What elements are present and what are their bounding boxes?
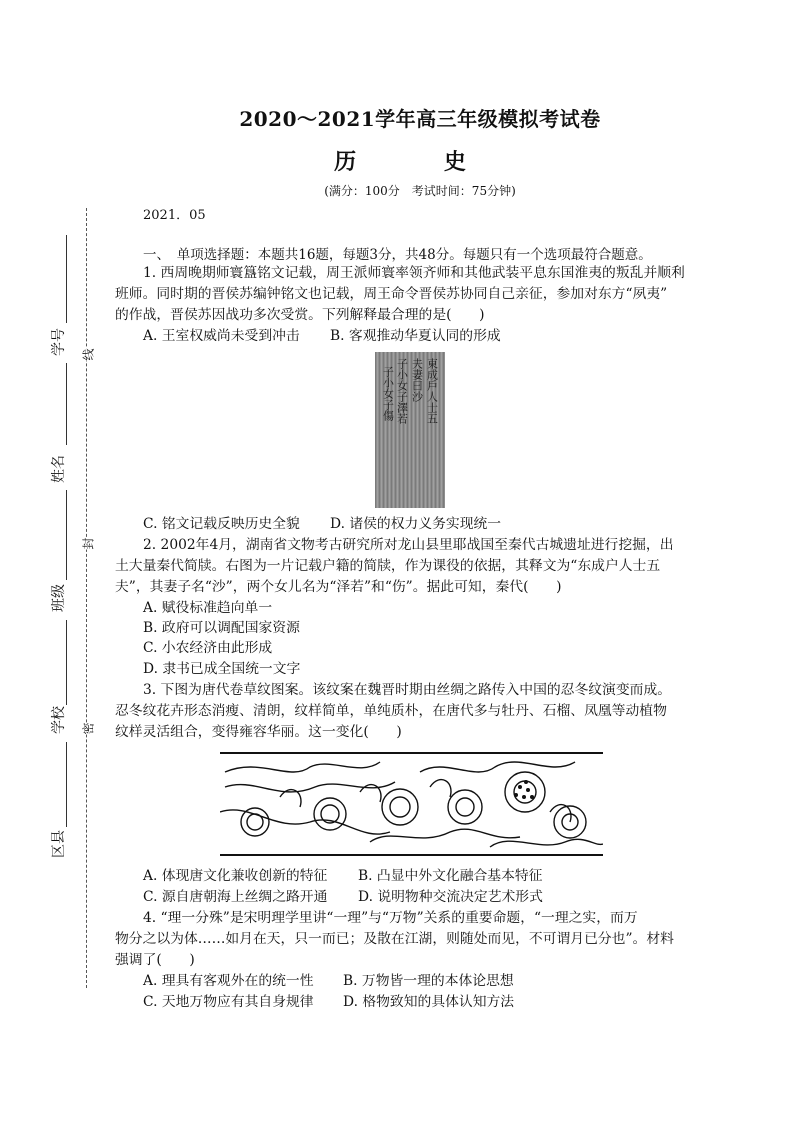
q3-line3: 纹样灵活组合，变得雍容华丽。这一变化( )	[115, 724, 402, 740]
exam-date: 2021．05	[143, 208, 206, 223]
q3-option-c: C. 源自唐朝海上丝绸之路开通	[143, 889, 328, 905]
q3-line1: 3. 下图为唐代卷草纹图案。该纹案在魏晋时期由丝绸之路传入中国的忍冬纹演变而成。	[143, 682, 672, 698]
slip-col1: 子小女子傷	[381, 366, 395, 421]
q4-line2: 物分之以为体……如月在天，只一而已；及散在江湖，则随处而见，不可谓月已分也”。材料	[115, 931, 674, 947]
q4-option-b: B. 万物皆一理的本体论思想	[343, 973, 514, 989]
slip-col3: 夫妻曰沙	[410, 358, 424, 402]
q2-line1: 2. 2002年4月，湖南省文物考古研究所对龙山县里耶战国至秦代古城遗址进行挖掘，出	[143, 537, 674, 553]
section-heading: 一、 单项选择题：本题共16题，每题3分，共48分。每题只有一个选项最符合题意。	[143, 247, 652, 263]
q1-line3: 的作战，晋侯苏因战功多次受赏。下列解释最合理的是( )	[115, 307, 485, 323]
field-line-school	[66, 620, 67, 705]
q1-option-a: A. 王室权威尚未受到冲击	[143, 328, 300, 344]
field-line-student-id	[66, 235, 67, 323]
bamboo-slip-image	[375, 352, 445, 508]
field-line-name	[66, 363, 67, 445]
field-label-name: 姓名	[51, 455, 67, 483]
q4-line3: 强调了( )	[115, 952, 195, 968]
field-label-district: 区县	[51, 830, 67, 858]
slip-col4: 東成戶人士五	[425, 358, 439, 424]
binding-marker-line: 线	[81, 348, 96, 361]
tang-scroll-pattern-image	[220, 752, 603, 856]
binding-dashed-line	[86, 208, 87, 988]
field-label-class: 班级	[51, 584, 67, 612]
q2-option-a: A. 赋役标准趋向单一	[143, 600, 273, 616]
binding-marker-seal: 封	[81, 537, 96, 550]
q2-line2: 土大量秦代简牍。右图为一片记载户籍的简牍，作为课役的依据，其释文为“东成户人士五	[115, 558, 661, 574]
q1-option-c: C. 铭文记载反映历史全貌	[143, 516, 300, 532]
field-label-school: 学校	[51, 706, 67, 734]
q4-option-c: C. 天地万物应有其自身规律	[143, 994, 314, 1010]
q2-line3: 夫”，其妻子名“沙”，两个女儿名为“泽若”和“伤”。据此可知，秦代( )	[115, 579, 562, 595]
exam-subject: 历 史	[334, 149, 506, 175]
field-line-class	[66, 490, 67, 580]
q1-option-d: D. 诸侯的权力义务实现统一	[330, 516, 502, 532]
q3-option-b: B. 凸显中外文化融合基本特征	[358, 868, 543, 884]
q2-option-d: D. 隶书已成全国统一文字	[143, 661, 301, 677]
binding-marker-secret: 密	[81, 722, 96, 735]
field-line-district	[66, 742, 67, 827]
field-label-student-id: 学号	[51, 328, 67, 356]
q3-option-d: D. 说明物种交流决定艺术形式	[358, 889, 543, 905]
q3-line2: 忍冬纹花卉形态消瘦、清朗，纹样简单，单纯质朴，在唐代多与牡丹、石榴、凤凰等动植物	[115, 703, 667, 719]
q3-option-a: A. 体现唐文化兼收创新的特征	[143, 868, 328, 884]
q1-line1: 1. 西周晚期师寰簋铭文记载，周王派师寰率领齐师和其他武装平息东国淮夷的叛乱并顺利	[143, 265, 685, 281]
exam-meta: (满分：100分 考试时间：75分钟)	[324, 184, 516, 198]
q4-option-a: A. 理具有客观外在的统一性	[143, 973, 314, 989]
q1-option-b: B. 客观推动华夏认同的形成	[330, 328, 501, 344]
q2-option-c: C. 小农经济由此形成	[143, 640, 273, 656]
q1-line2: 班师。同时期的晋侯苏编钟铭文也记载，周王命令晋侯苏协同自己亲征，参加对东方“夙夷”	[115, 286, 668, 302]
slip-col2: 子小女子澤若	[395, 358, 409, 424]
q4-option-d: D. 格物致知的具体认知方法	[343, 994, 515, 1010]
q2-option-b: B. 政府可以调配国家资源	[143, 620, 300, 636]
exam-title: 2020～2021学年高三年级模拟考试卷	[239, 107, 601, 131]
q4-line1: 4. “理一分殊”是宋明理学里讲“一理”与“万物”关系的重要命题，“一理之实，而万	[143, 910, 638, 926]
